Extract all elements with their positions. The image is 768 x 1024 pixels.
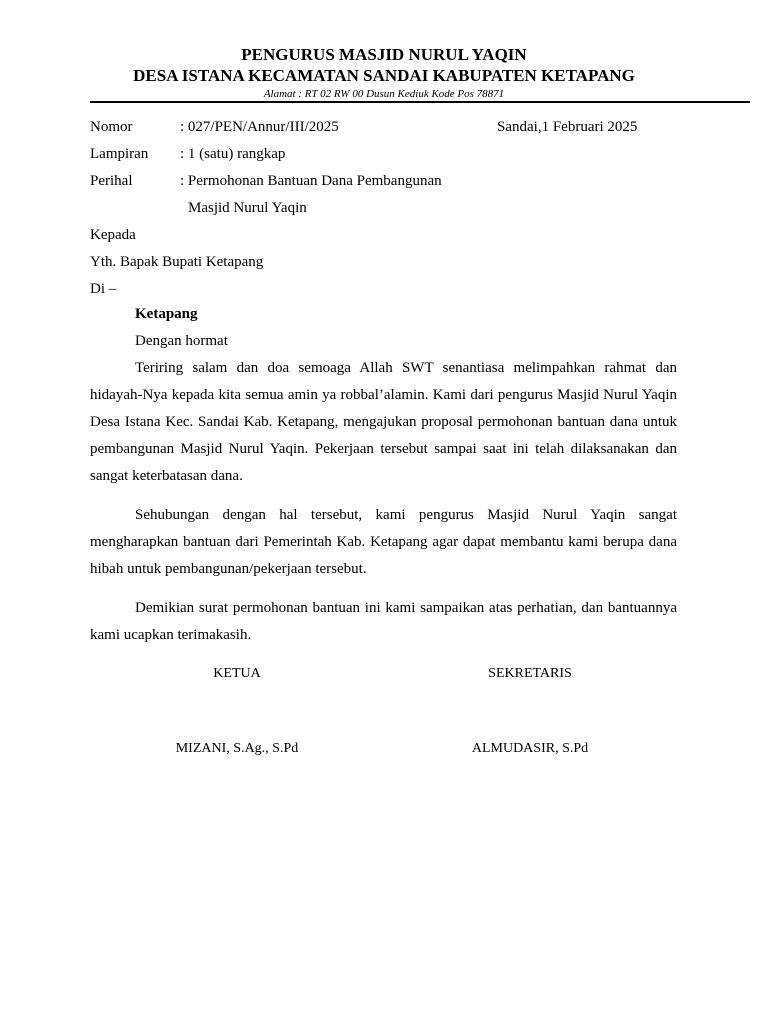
letterhead-region: DESA ISTANA KECAMATAN SANDAI KABUPATEN KETAPANG bbox=[133, 66, 635, 85]
signature-name-ketua: MIZANI, S.Ag., S.Pd bbox=[175, 741, 299, 756]
body-paragraph-1: Teriring salam dan doa semoaga Allah SWT senantiasa melimpahkan rahmat dan hidayah-Nya kepada kita semua amin ya robbal’alamin. Kami dari pengurus Masjid Nurul Yaqin Desa Istana Kec. Sandai Kab. Ketapang, mengajukan proposal permohonan bantuan dana untuk pembangunan Masjid Nurul Yaqin. Pekerjaan tersebut sampai saat ini telah dilaksanakan dan sangat keterbatasan dana. bbox=[90, 360, 677, 484]
letterhead-divider bbox=[90, 101, 750, 103]
recipient-di: Di – bbox=[90, 281, 117, 297]
signature-name-sekretaris: ALMUDASIR, S.Pd bbox=[471, 741, 589, 756]
body-paragraph-3: Demikian surat permohonan bantuan ini kami sampaikan atas perhatian, dan bantuannya kami ucapkan terimakasih. bbox=[90, 600, 677, 643]
body-paragraph-2: Sehubungan dengan hal tersebut, kami pengurus Masjid Nurul Yaqin sangat mengharapkan bantuan dari Pemerintah Kab. Ketapang agar dapat membantu kami berupa dana hibah untuk pembangunan/pekerjaan tersebut. bbox=[90, 507, 677, 577]
nomor-value: : 027/PEN/Annur/III/2025 bbox=[180, 119, 339, 135]
perihal-value-line1: : Permohonan Bantuan Dana Pembangunan bbox=[180, 173, 442, 189]
nomor-label: Nomor bbox=[90, 119, 133, 135]
perihal-label: Perihal bbox=[90, 173, 133, 189]
lampiran-value: : 1 (satu) rangkap bbox=[180, 146, 286, 162]
perihal-value-line2: Masjid Nurul Yaqin bbox=[188, 200, 307, 216]
greeting: Dengan hormat bbox=[135, 333, 228, 349]
signature-title-sekretaris: SEKRETARIS bbox=[488, 666, 572, 681]
letterhead-organization: PENGURUS MASJID NURUL YAQIN bbox=[241, 45, 527, 64]
letter-date: Sandai,1 Februari 2025 bbox=[497, 119, 638, 135]
recipient-name: Yth. Bapak Bupati Ketapang bbox=[90, 254, 264, 270]
recipient-city: Ketapang bbox=[135, 306, 198, 322]
lampiran-label: Lampiran bbox=[90, 146, 149, 162]
recipient-kepada: Kepada bbox=[90, 227, 136, 243]
signature-title-ketua: KETUA bbox=[213, 666, 261, 681]
letterhead-address: Alamat : RT 02 RW 00 Dusun Kediuk Kode Pos 78871 bbox=[263, 88, 505, 100]
